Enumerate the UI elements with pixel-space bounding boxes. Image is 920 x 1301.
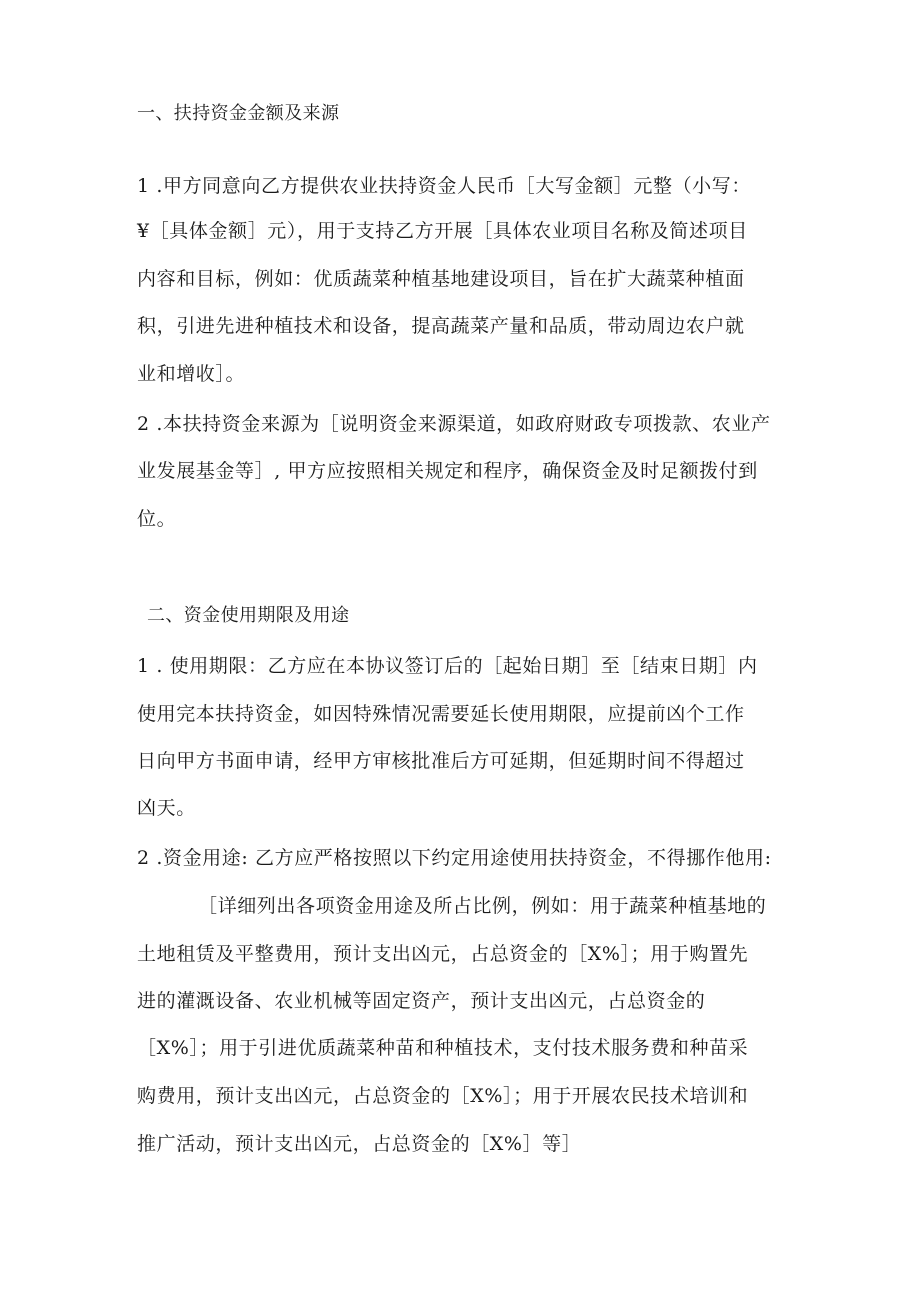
paragraph-line: 业发展基金等］, 甲方应按照相关规定和程序，确保资金及时足额拨付到 — [137, 460, 758, 482]
detail-line: 土地租赁及平整费用，预计支出凶元，占总资金的［X%］；用于购置先 — [137, 943, 749, 965]
paragraph-line: 积，引进先进种植技术和设备，提高蔬菜产量和品质，带动周边农户就 — [137, 315, 745, 337]
section-2-heading: 二、资金使用期限及用途 — [147, 605, 350, 626]
paragraph-line: 1 .甲方同意向乙方提供农业扶持资金人民币［大写金额］元整（小写： — [137, 175, 751, 197]
detail-line: ［详细列出各项资金用途及所占比例，例如：用于蔬菜种植基地的 — [198, 895, 767, 917]
paragraph-line: 业和增收］。 — [137, 363, 246, 385]
paragraph-line: 1 . 使用期限：乙方应在本协议签订后的［起始日期］至［结束日期］内 — [137, 655, 758, 677]
paragraph-line: ¥［具体金额］元），用于支持乙方开展［具体农业项目名称及简述项目 — [137, 220, 748, 242]
detail-line: 购费用，预计支出凶元，占总资金的［X%］；用于开展农民技术培训和 — [137, 1085, 749, 1107]
paragraph-line: 内容和目标，例如：优质蔬菜种植基地建设项目，旨在扩大蔬菜种植面 — [137, 268, 745, 290]
detail-line: 进的灌溉设备、农业机械等固定资产，预计支出凶元，占总资金的 — [137, 990, 706, 1012]
paragraph-line: 位。 — [137, 508, 177, 530]
paragraph-line: 2 .本扶持资金来源为［说明资金来源渠道，如政府财政专项拨款、农业产 — [137, 413, 771, 435]
paragraph-line: 2 .资金用途: 乙方应严格按照以下约定用途使用扶持资金，不得挪作他用: — [137, 847, 772, 869]
paragraph-line: 使用完本扶持资金，如因特殊情况需要延长使用期限，应提前凶个工作 — [137, 703, 745, 725]
paragraph-line: 凶天。 — [137, 797, 196, 819]
paragraph-line: 日向甲方书面申请，经甲方审核批准后方可延期，但延期时间不得超过 — [137, 750, 745, 772]
section-1-heading: 一、扶持资金金额及来源 — [137, 103, 340, 124]
detail-line: ［X%］；用于引进优质蔬菜种苗和种植技术，支付技术服务费和种苗采 — [137, 1037, 749, 1059]
detail-line: 推广活动，预计支出凶元，占总资金的［X%］等］ — [137, 1133, 582, 1155]
